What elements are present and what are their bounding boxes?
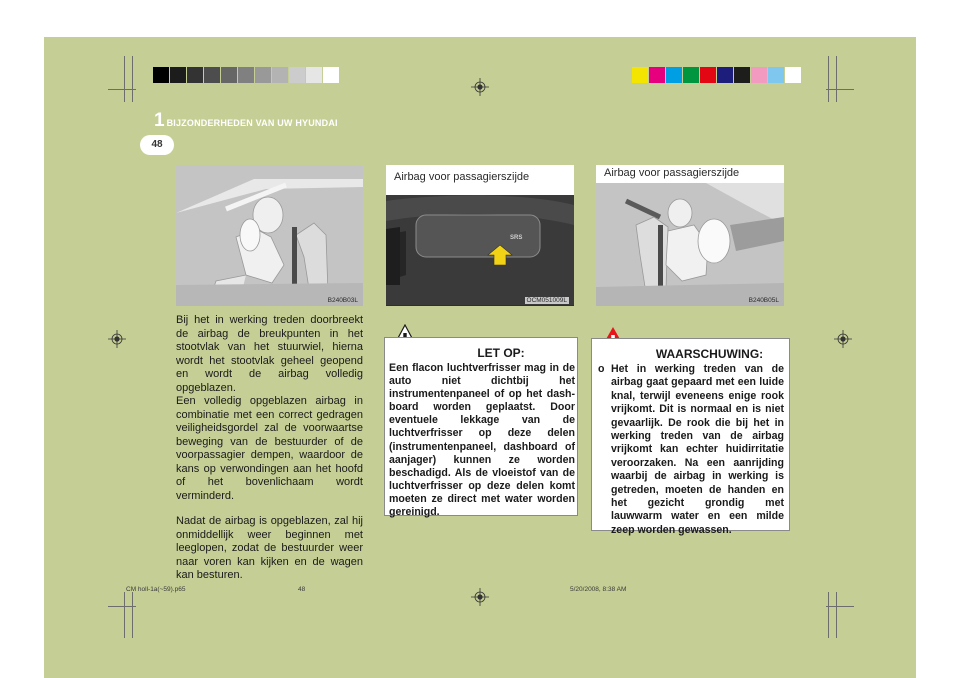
grayscale-color-bar — [153, 67, 340, 83]
color-swatch — [289, 67, 305, 83]
chapter-number: 1 — [154, 110, 165, 131]
figure-driver-airbag — [176, 165, 363, 306]
figure-label: Airbag voor passagierszijde — [604, 167, 740, 179]
footer-file: CM holl-1a(~59).p65 — [126, 586, 186, 593]
caution-box — [384, 337, 578, 519]
color-swatch — [632, 67, 648, 83]
passenger-airbag-illustration — [596, 165, 784, 306]
driver-airbag-illustration — [176, 165, 363, 306]
figure-passenger-airbag-dashboard — [386, 165, 574, 306]
color-swatch — [683, 67, 699, 83]
color-swatch — [666, 67, 682, 83]
color-swatch — [272, 67, 288, 83]
page-number: 48 — [140, 135, 174, 155]
chapter-title: BIJZONDERHEDEN VAN UW HYUNDAI — [166, 118, 338, 128]
warning-title: WAARSCHUWING: — [655, 347, 764, 361]
body-paragraph: Nadat de airbag is opgeblazen, zal hij onmiddellijk weer beginnen met leeglopen, zodat de bestuurder weer naar voren kan kijken en de wagen kan besturen. — [176, 515, 363, 581]
color-swatch — [221, 67, 237, 83]
warning-text: Het in werking treden van de airbag gaat gepaard met een luide knal, terwijl eveneens enige rook vrijkomt. Dit is normaal en is niet gevaarlijk. De rook die bij het in werking treden van de airbag vrijkomt kan echter huidirritatie veroorzaken. Na een aanrijding waarbij de airbag in werking is getreden, moeten de handen en het gezicht grondig met lauwwarm water en een milde zeep worden gewassen. — [611, 363, 784, 536]
color-swatch — [649, 67, 665, 83]
warning-bullet: o — [598, 363, 605, 375]
process-color-bar — [632, 67, 802, 83]
body-paragraph: Bij het in werking treden doorbreekt de airbag de breukpunten in het stootvlak van het stuurwiel, hierna wordt het stootvlak geheel geopend en wordt de airbag volledig opgeblazen. Een volledig opgeblazen airbag in combinatie met een correct gedragen veiligheidsgordel zal de voorwaartse beweging van de bestuurder of de voorpassagier dempen, waardoor de kans op verwondingen aan het hoofd of het bovenlichaam wordt verminderd. — [176, 314, 363, 502]
color-swatch — [306, 67, 322, 83]
color-swatch — [323, 67, 339, 83]
srs-label: SRS — [510, 235, 523, 241]
color-swatch — [255, 67, 271, 83]
footer-page: 48 — [298, 586, 306, 593]
chapter-header — [154, 110, 338, 132]
caution-title: LET OP: — [477, 346, 525, 360]
color-swatch — [204, 67, 220, 83]
color-swatch — [768, 67, 784, 83]
registration-mark-icon — [471, 588, 489, 606]
color-swatch — [238, 67, 254, 83]
body-text-column — [176, 314, 363, 595]
dashboard-illustration — [386, 165, 574, 306]
color-swatch — [170, 67, 186, 83]
color-swatch — [751, 67, 767, 83]
caution-text: Een flacon luchtverfrisser mag in de auto niet dichtbij het instrumentenpaneel of op het dash-board worden geplaatst. Door eventuele lekkage van de luchtverfrisser op deze delen (instrumentenpaneel, dashboard of aanjager) kunnen ze worden beschadigd. Als de vloeistof van de luchtverfrisser op deze delen komt moeten ze direct met water worden gereinigd. — [389, 362, 575, 519]
figure-label: Airbag voor passagierszijde — [394, 171, 530, 183]
footer-date: 5/20/2008, 8:38 AM — [570, 586, 627, 593]
color-swatch — [187, 67, 203, 83]
color-swatch — [153, 67, 169, 83]
figure-code: B240B05L — [748, 297, 779, 304]
figure-code: B240B03L — [327, 297, 358, 304]
figure-code: OCM051009L — [526, 297, 567, 304]
color-swatch — [785, 67, 801, 83]
registration-mark-icon — [834, 330, 852, 348]
color-swatch — [700, 67, 716, 83]
registration-mark-icon — [471, 78, 489, 96]
color-swatch — [734, 67, 750, 83]
registration-mark-icon — [108, 330, 126, 348]
warning-box — [591, 338, 790, 536]
color-swatch — [717, 67, 733, 83]
figure-passenger-airbag-deployed — [596, 165, 784, 306]
